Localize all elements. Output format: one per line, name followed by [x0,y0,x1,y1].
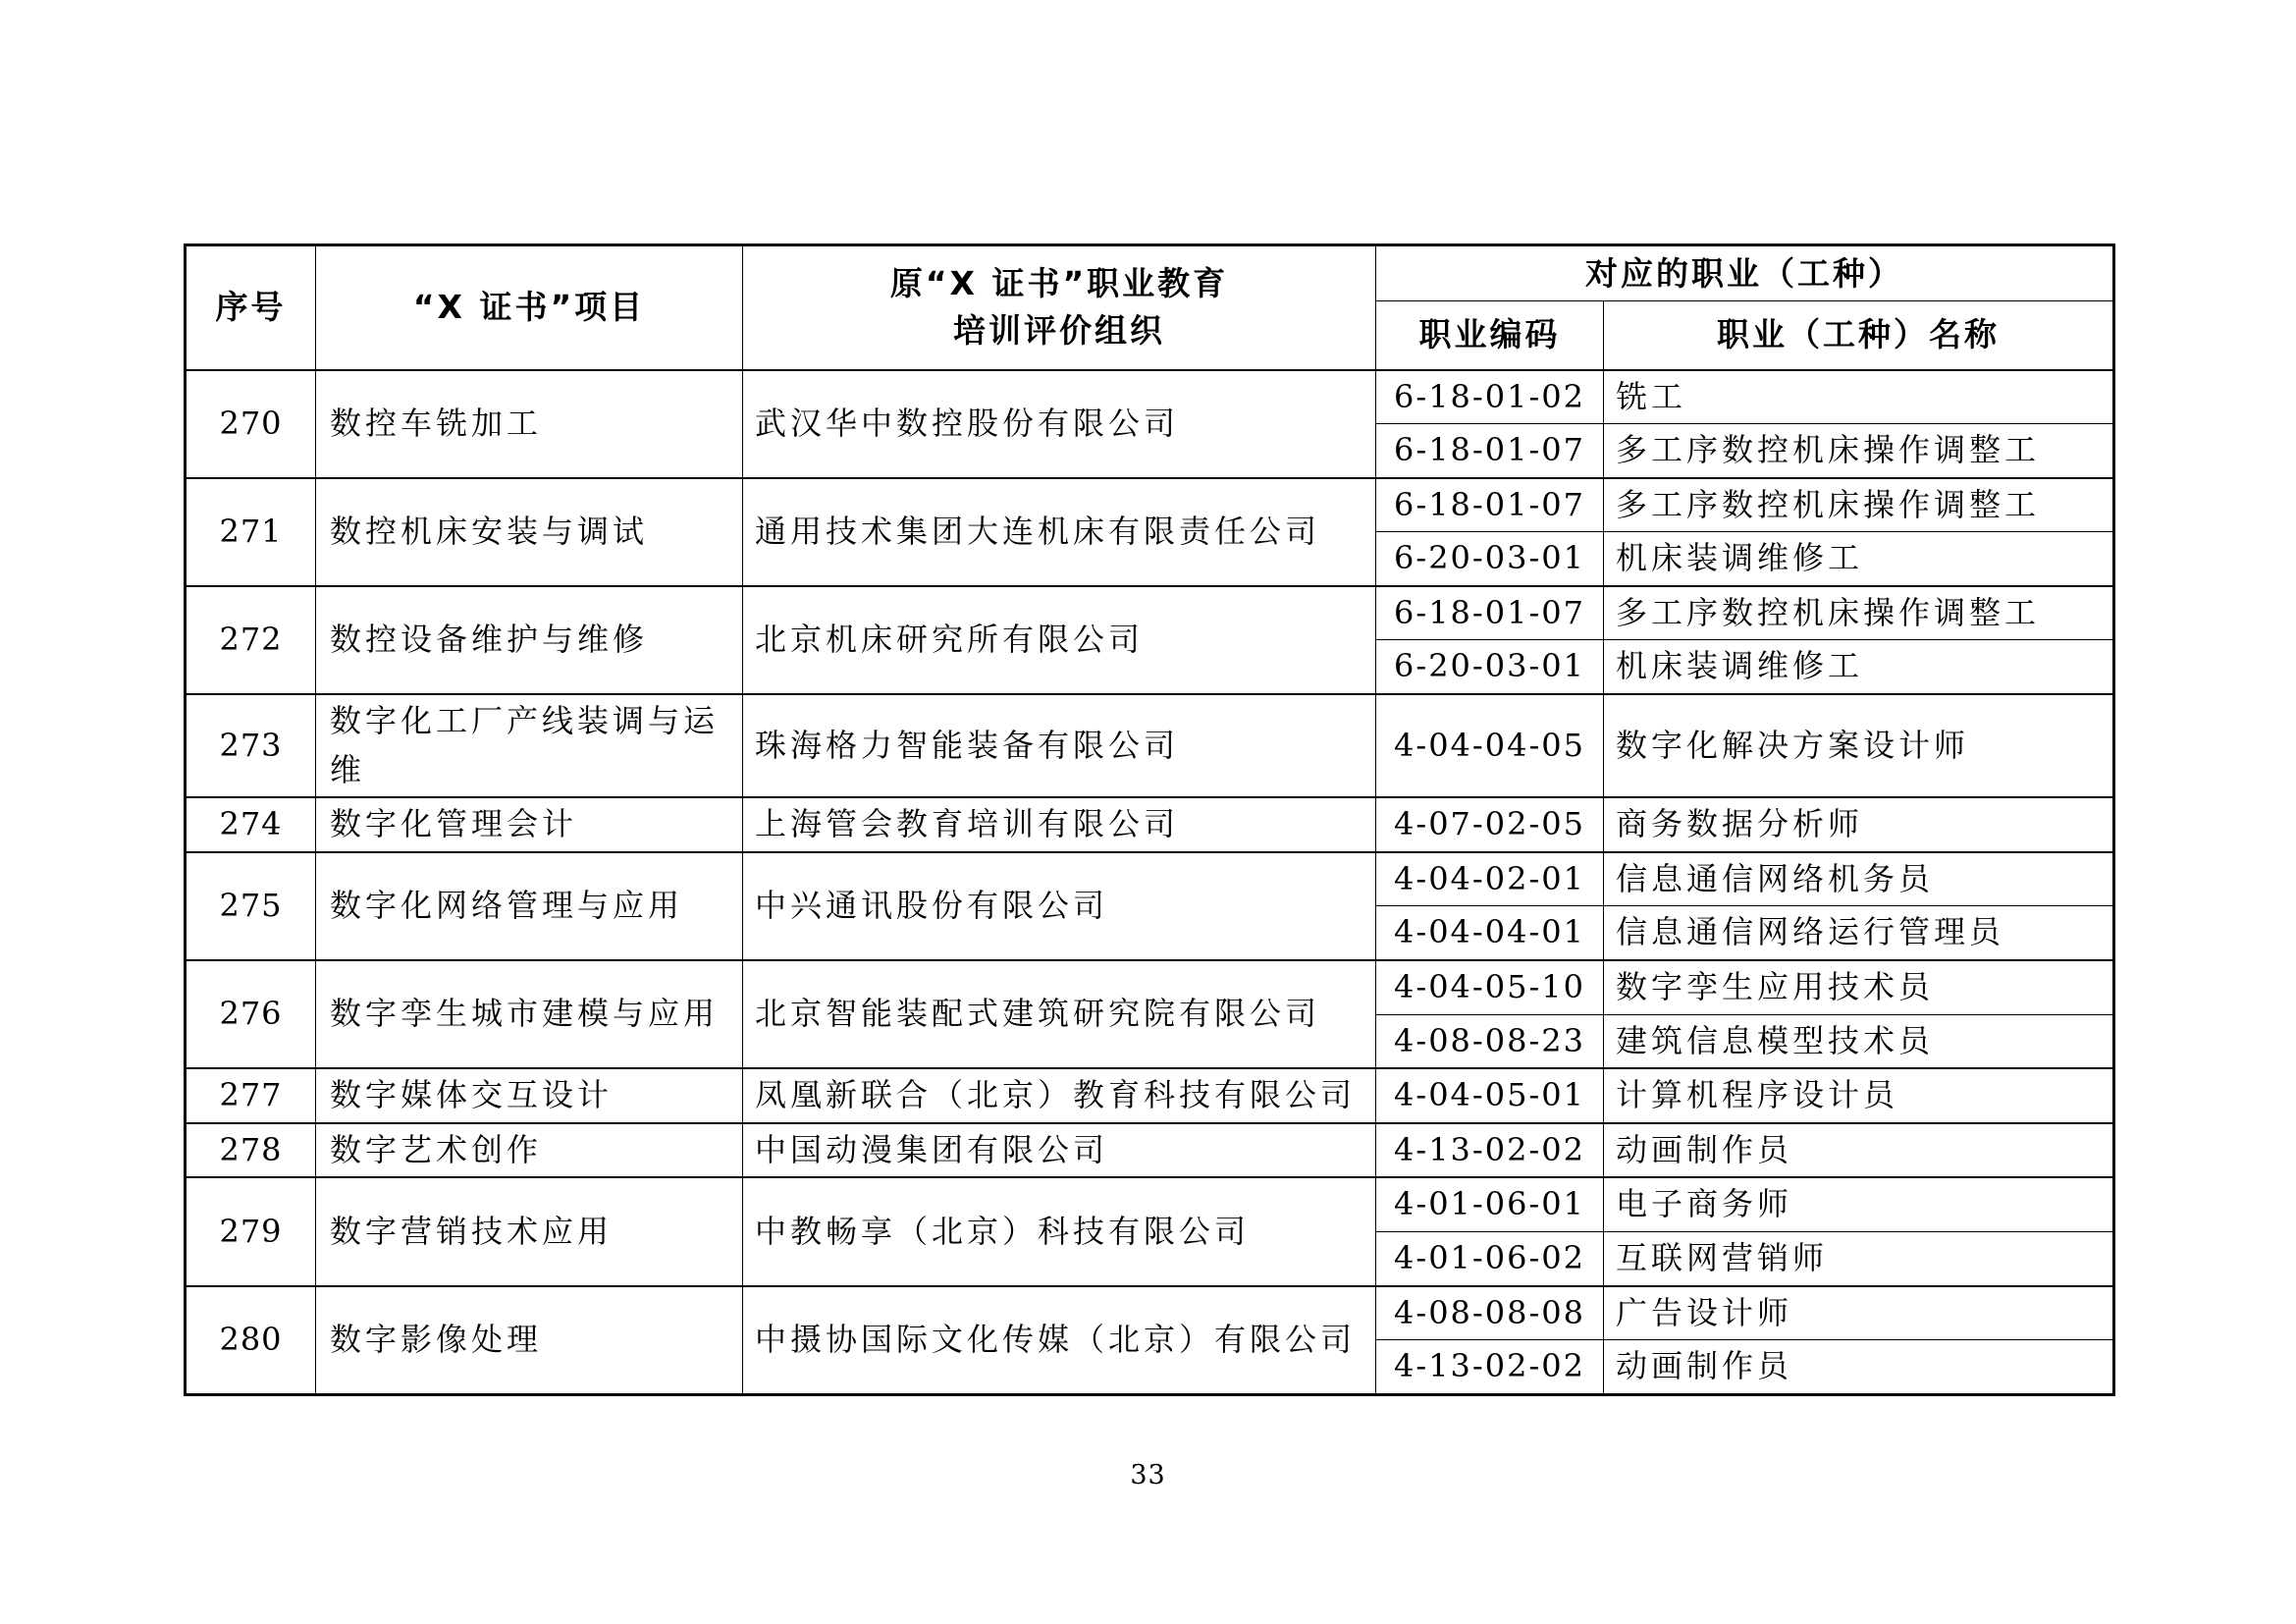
job-code-cell: 4-04-02-01 [1376,852,1604,906]
organization-cell: 中摄协国际文化传媒（北京）有限公司 [743,1286,1376,1395]
project-cell: 数控设备维护与维修 [316,586,743,694]
organization-cell: 中教畅享（北京）科技有限公司 [743,1177,1376,1285]
job-code-cell: 4-04-04-01 [1376,906,1604,960]
job-name-cell: 数字化解决方案设计师 [1604,694,2114,797]
table-row [186,586,2114,640]
job-code-cell: 4-07-02-05 [1376,797,1604,852]
job-name-cell: 信息通信网络运行管理员 [1604,906,2114,960]
job-name-cell: 多工序数控机床操作调整工 [1604,478,2114,532]
organization-cell: 武汉华中数控股份有限公司 [743,370,1376,478]
project-cell: 数控车铣加工 [316,370,743,478]
header-occupation-name: 职业（工种）名称 [1604,301,2114,370]
job-code-cell: 6-18-01-07 [1376,478,1604,532]
organization-cell: 北京智能装配式建筑研究院有限公司 [743,960,1376,1068]
job-code-cell: 4-04-05-10 [1376,960,1604,1014]
job-code-cell: 6-20-03-01 [1376,640,1604,694]
job-name-cell: 广告设计师 [1604,1286,2114,1340]
serial-number-cell: 270 [186,370,316,478]
job-name-cell: 电子商务师 [1604,1177,2114,1231]
table-row [186,694,2114,797]
header-training-organization-line2: 培训评价组织 [953,311,1165,351]
job-code-cell: 6-18-01-07 [1376,586,1604,640]
header-training-organization-line1: 原“X 证书”职业教育 [889,264,1229,303]
job-name-cell: 动画制作员 [1604,1123,2114,1178]
header-occupation-code: 职业编码 [1376,301,1604,370]
table-row [186,370,2114,424]
table-row [186,1177,2114,1231]
job-code-cell: 4-01-06-02 [1376,1232,1604,1286]
job-name-cell: 互联网营销师 [1604,1232,2114,1286]
serial-number-cell: 275 [186,852,316,960]
job-code-cell: 4-08-08-23 [1376,1014,1604,1068]
job-name-cell: 铣工 [1604,370,2114,424]
job-name-cell: 多工序数控机床操作调整工 [1604,586,2114,640]
job-code-cell: 4-13-02-02 [1376,1340,1604,1395]
serial-number-cell: 271 [186,478,316,586]
serial-number-cell: 274 [186,797,316,852]
organization-cell: 凤凰新联合（北京）教育科技有限公司 [743,1068,1376,1123]
job-name-cell: 动画制作员 [1604,1340,2114,1395]
table-row [186,1286,2114,1340]
table-row [186,1123,2114,1178]
header-occupation-group: 对应的职业（工种） [1376,245,2114,301]
project-cell: 数控机床安装与调试 [316,478,743,586]
job-code-cell: 6-20-03-01 [1376,532,1604,586]
certificate-occupation-table [184,244,2115,1396]
serial-number-cell: 277 [186,1068,316,1123]
serial-number-cell: 276 [186,960,316,1068]
job-code-cell: 4-13-02-02 [1376,1123,1604,1178]
job-code-cell: 4-04-05-01 [1376,1068,1604,1123]
job-name-cell: 建筑信息模型技术员 [1604,1014,2114,1068]
table-row [186,960,2114,1014]
job-name-cell: 计算机程序设计员 [1604,1068,2114,1123]
job-name-cell: 多工序数控机床操作调整工 [1604,424,2114,478]
organization-cell: 珠海格力智能装备有限公司 [743,694,1376,797]
serial-number-cell: 278 [186,1123,316,1178]
table-row [186,478,2114,532]
organization-cell: 上海管会教育培训有限公司 [743,797,1376,852]
project-cell: 数字营销技术应用 [316,1177,743,1285]
serial-number-cell: 279 [186,1177,316,1285]
job-code-cell: 6-18-01-07 [1376,424,1604,478]
job-name-cell: 商务数据分析师 [1604,797,2114,852]
header-row-1 [186,245,2114,301]
header-training-organization [743,245,1376,370]
job-name-cell: 机床装调维修工 [1604,532,2114,586]
serial-number-cell: 273 [186,694,316,797]
job-code-cell: 4-08-08-08 [1376,1286,1604,1340]
page-number: 33 [1130,1460,1166,1490]
project-cell: 数字孪生城市建模与应用 [316,960,743,1068]
table-row [186,797,2114,852]
project-cell: 数字化网络管理与应用 [316,852,743,960]
job-name-cell: 信息通信网络机务员 [1604,852,2114,906]
table-row [186,852,2114,906]
organization-cell: 通用技术集团大连机床有限责任公司 [743,478,1376,586]
project-cell: 数字艺术创作 [316,1123,743,1178]
serial-number-cell: 272 [186,586,316,694]
job-code-cell: 6-18-01-02 [1376,370,1604,424]
project-cell: 数字化管理会计 [316,797,743,852]
job-code-cell: 4-04-04-05 [1376,694,1604,797]
organization-cell: 中国动漫集团有限公司 [743,1123,1376,1178]
organization-cell: 中兴通讯股份有限公司 [743,852,1376,960]
project-cell: 数字化工厂产线装调与运维 [316,694,743,797]
job-code-cell: 4-01-06-01 [1376,1177,1604,1231]
project-cell: 数字媒体交互设计 [316,1068,743,1123]
serial-number-cell: 280 [186,1286,316,1395]
project-cell: 数字影像处理 [316,1286,743,1395]
header-certificate-project: “X 证书”项目 [316,245,743,370]
table-row [186,1068,2114,1123]
header-serial-number: 序号 [186,245,316,370]
job-name-cell: 数字孪生应用技术员 [1604,960,2114,1014]
organization-cell: 北京机床研究所有限公司 [743,586,1376,694]
job-name-cell: 机床装调维修工 [1604,640,2114,694]
